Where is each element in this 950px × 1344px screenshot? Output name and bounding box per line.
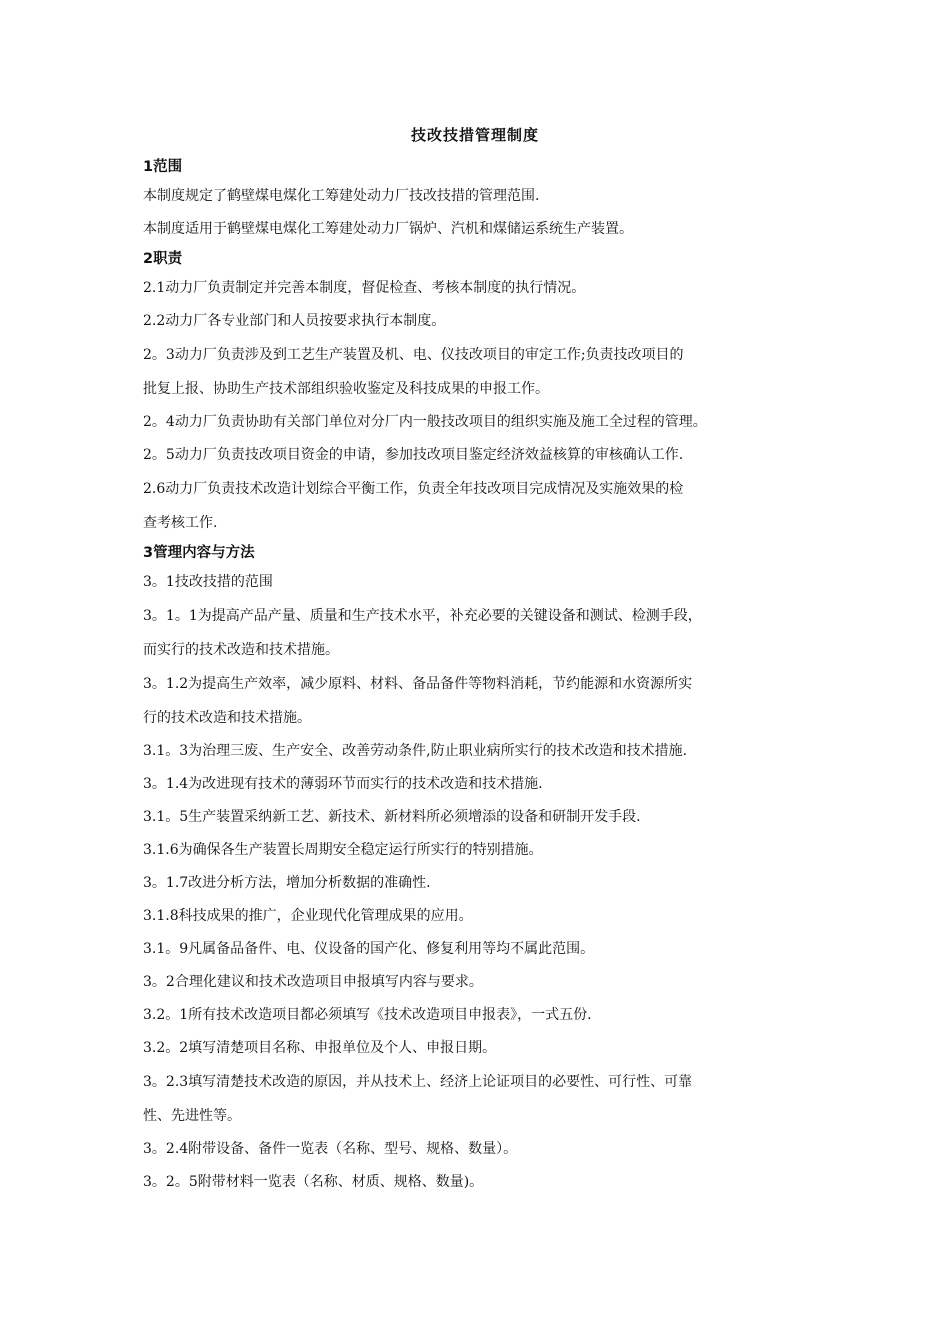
paragraph xyxy=(143,1065,823,1133)
paragraph xyxy=(143,305,823,338)
paragraph-line: 2。3动力厂负责涉及到工艺生产装置及机、电、仪技改项目的审定工作;负责技改项目的 xyxy=(143,347,684,363)
paragraph-line: 批复上报、协助生产技术部组织验收鉴定及科技成果的申报工作。 xyxy=(143,381,549,397)
paragraph-line: 2。5动力厂负责技改项目资金的申请，参加技改项目鉴定经济效益核算的审核确认工作. xyxy=(143,447,684,463)
section-heading: 1范围 xyxy=(143,159,183,175)
paragraph-line: 3。1.4为改进现有技术的薄弱环节而实行的技术改造和技术措施. xyxy=(143,776,543,792)
paragraph-line: 2.2动力厂各专业部门和人员按要求执行本制度。 xyxy=(143,313,446,329)
paragraph xyxy=(143,933,823,966)
paragraph-line: 查考核工作. xyxy=(143,515,218,531)
paragraph-line: 3.1.8科技成果的推广，企业现代化管理成果的应用。 xyxy=(143,908,473,924)
paragraph-line: 3。1.7改进分析方法，增加分析数据的准确性. xyxy=(143,875,431,891)
paragraph-line: 3。1。1为提高产品产量、质量和生产技术水平，补充必要的关键设备和测试、检测手段， xyxy=(143,608,702,624)
paragraph-line: 本制度适用于鹤壁煤电煤化工筹建处动力厂锅炉、汽机和煤储运系统生产装置。 xyxy=(143,221,633,237)
section-heading: 3管理内容与方法 xyxy=(143,545,255,561)
paragraph xyxy=(143,999,823,1032)
paragraph xyxy=(143,599,823,667)
paragraph xyxy=(143,213,823,246)
paragraph-line: 3.2。1所有技术改造项目都必须填写《技术改造项目申报表》，一式五份. xyxy=(143,1007,592,1023)
paragraph xyxy=(143,1166,823,1199)
paragraph xyxy=(143,867,823,900)
paragraph xyxy=(143,966,823,999)
paragraph-line: 而实行的技术改造和技术措施。 xyxy=(143,642,339,658)
paragraph xyxy=(143,180,823,213)
paragraph-line: 2。4动力厂负责协助有关部门单位对分厂内一般技改项目的组织实施及施工全过程的管理。 xyxy=(143,414,707,430)
paragraph xyxy=(143,801,823,834)
paragraph xyxy=(143,834,823,867)
paragraph xyxy=(143,1032,823,1065)
paragraph-line: 3。2.3填写清楚技术改造的原因，并从技术上、经济上论证项目的必要性、可行性、可靠 xyxy=(143,1074,693,1090)
paragraph-line: 2.6动力厂负责技术改造计划综合平衡工作，负责全年技改项目完成情况及实施效果的检 xyxy=(143,481,684,497)
paragraph xyxy=(143,735,823,768)
paragraph xyxy=(143,472,823,540)
paragraph xyxy=(143,439,823,472)
paragraph-line: 3.1.6为确保各生产装置长周期安全稳定运行所实行的特别措施。 xyxy=(143,842,543,858)
paragraph xyxy=(143,768,823,801)
paragraph-line: 3。2。5附带材料一览表（名称、材质、规格、数量)。 xyxy=(143,1174,484,1190)
paragraph xyxy=(143,406,823,439)
paragraph-line: 性、先进性等。 xyxy=(143,1108,241,1124)
paragraph-line: 3。1.2为提高生产效率，减少原料、材料、备品备件等物料消耗，节约能源和水资源所实 xyxy=(143,676,693,692)
paragraph xyxy=(143,566,823,599)
paragraph-line: 3.1。5生产装置采纳新工艺、新技术、新材料所必须增添的设备和研制开发手段. xyxy=(143,809,641,825)
document-body xyxy=(143,154,823,1199)
paragraph-line: 行的技术改造和技术措施。 xyxy=(143,710,311,726)
document-title: 技改技措管理制度 xyxy=(410,126,539,144)
paragraph-line: 3.2。2填写清楚项目名称、申报单位及个人、申报日期。 xyxy=(143,1040,497,1056)
paragraph xyxy=(143,338,823,406)
paragraph xyxy=(143,1133,823,1166)
section-heading: 2职责 xyxy=(143,251,183,267)
paragraph-line: 3。2合理化建议和技术改造项目申报填写内容与要求。 xyxy=(143,974,483,990)
paragraph-line: 2.1动力厂负责制定并完善本制度，督促检查、考核本制度的执行情况。 xyxy=(143,280,586,296)
paragraph-line: 3.1。9凡属备品备件、电、仪设备的国产化、修复利用等均不属此范围。 xyxy=(143,941,595,957)
paragraph-line: 本制度规定了鹤壁煤电煤化工筹建处动力厂技改技措的管理范围. xyxy=(143,188,540,204)
paragraph xyxy=(143,900,823,933)
paragraph-line: 3。2.4附带设备、备件一览表（名称、型号、规格、数量）。 xyxy=(143,1141,518,1157)
paragraph xyxy=(143,667,823,735)
paragraph xyxy=(143,272,823,305)
paragraph-line: 3。1技改技措的范围 xyxy=(143,574,273,590)
paragraph-line: 3.1。3为治理三废、生产安全、改善劳动条件,防止职业病所实行的技术改造和技术措施. xyxy=(143,743,688,759)
